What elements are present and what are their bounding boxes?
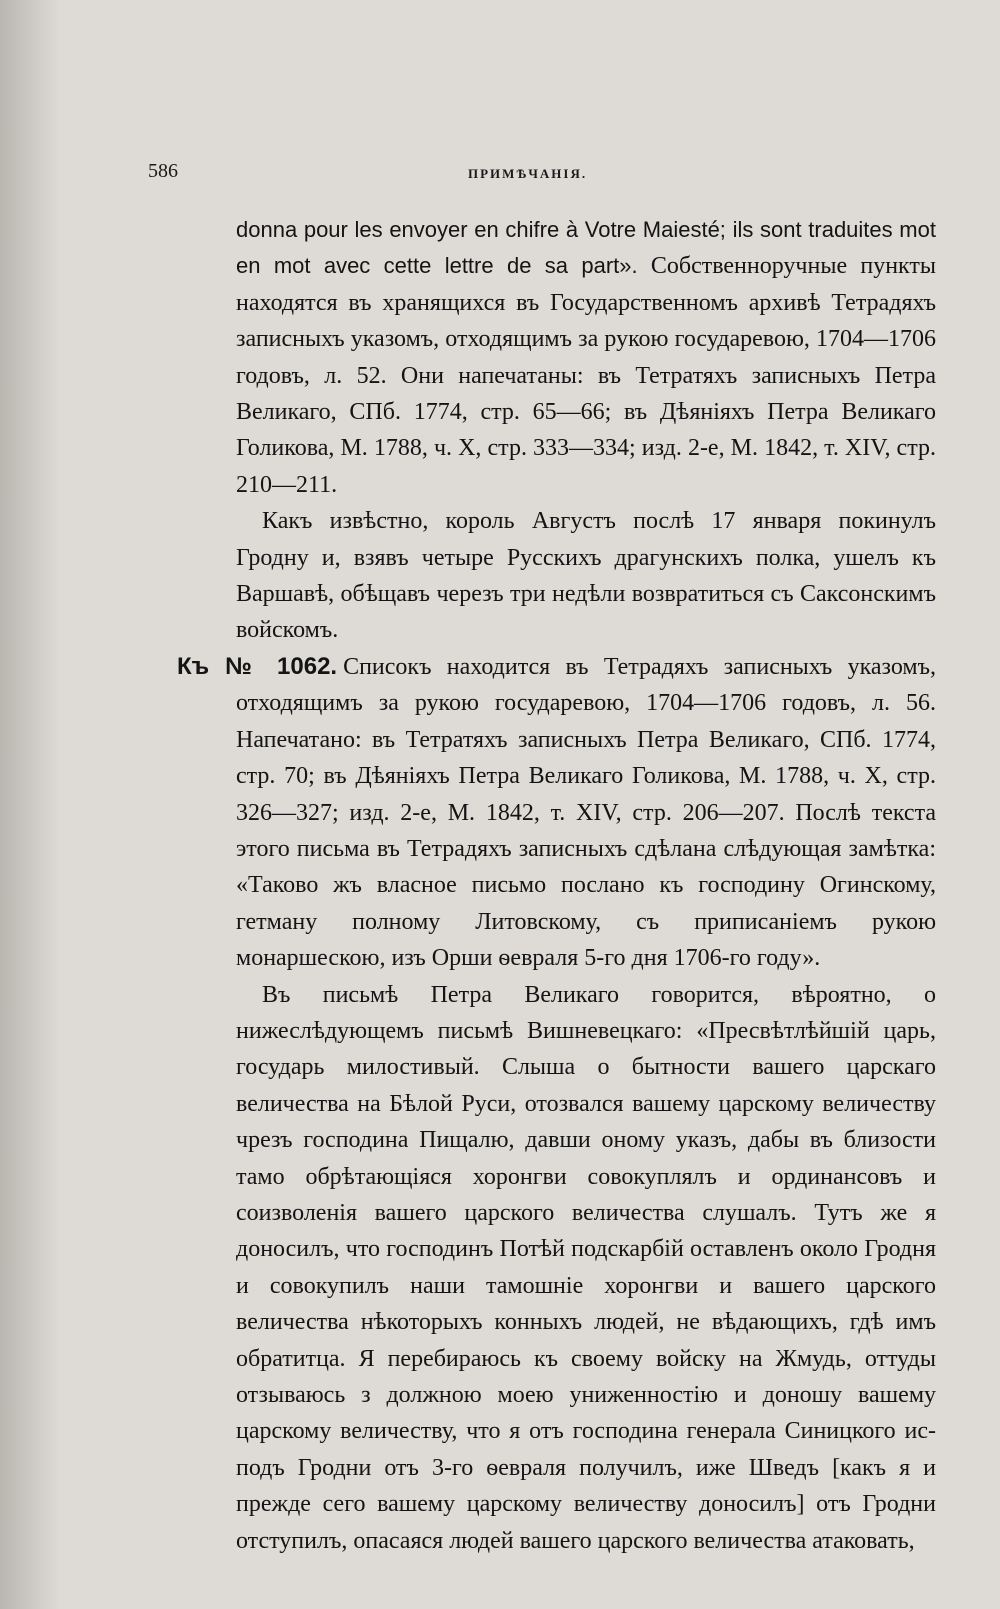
- latin-quote: donna pour les envoyer en chifre à Votre Maiesté; ils sont traduites mot en mot avec cette lettre de sa part».: [236, 217, 936, 279]
- page-number: 586: [148, 160, 178, 182]
- paragraph-continuation: [236, 212, 936, 503]
- note-text: Списокъ находится въ Тетрадяхъ записныхъ указомъ, отходящимъ за рукою государевою, 1704—1706 годовъ, л. 56. Напечатано: въ Тетратяхъ записныхъ Петра Великаго, СПб. 1774, стр. 70; въ Дѣяніяхъ Петра Великаго Голикова, М. 1788, ч. X, стр. 326—327; изд. 2-е, М. 1842, т. XIV, стр. 206—207. Послѣ текста этого письма въ Тетрадяхъ записныхъ сдѣлана слѣдующая замѣтка: «Таково жъ власное письмо послано къ господину Огинскому, гетману полному Литовскому, съ приписаніемъ рукою монаршескою, изъ Орши ѳевраля 5-го дня 1706-го году».: [236, 653, 936, 972]
- paragraph-text: Собственноручные пункты находятся въ хранящихся въ Государственномъ архивѣ Тетрадяхъ записныхъ указомъ, отходящимъ за рукою государевою, 1704—1706 годовъ, л. 52. Они напечатаны: въ Тетратяхъ записныхъ Петра Великаго, СПб. 1774, стр. 65—66; въ Дѣяніяхъ Петра Великаго Голикова, М. 1788, ч. X, стр. 333—334; изд. 2-е, М. 1842, т. XIV, стр. 210—211.: [236, 253, 936, 498]
- paragraph-letter: Въ письмѣ Петра Великаго говорится, вѣроятно, о нижеслѣдующемъ письмѣ Вишневецкаго: «Пресвѣтлѣйшій царь, государь милостивый. Слыша о бытности вашего царскаго величества на Бѣлой Руси, отозвался вашему царскому величеству чрезъ господина Пищалю, давши оному указъ, дабы въ близости тамо обрѣтающіяся хоронгви совокуплялъ и ординансовъ и соизволенія вашего царского величества слушалъ. Тутъ же я доносилъ, что господинъ Потѣй подскарбій оставленъ около Гродня и совокупилъ наши тамошніе хоронгви и вашего царского величества нѣкоторыхъ конныхъ людей, не вѣдающихъ, гдѣ имъ обратитца. Я перебираюсь къ своему войску на Жмудь, оттуды отзываюсь з должною моею униженностію и доношу вашему царскому величеству, что я отъ господина генерала Синицкого ис-подъ Гродни отъ 3-го ѳевраля получилъ, иже Шведъ [какъ я и прежде сего вашему царскому величеству доносилъ] отъ Гродни отступилъ, опасаяся людей вашего царского величества атаковать,: [236, 981, 936, 1554]
- body-text: [177, 212, 936, 1559]
- paragraph-august: Какъ извѣстно, король Августъ послѣ 17 января покинулъ Гродну и, взявъ четыре Русскихъ драгунскихъ полка, ушелъ къ Варшавѣ, обѣщавъ черезъ три недѣли возвратиться съ Саксонскимъ войскомъ.: [236, 508, 936, 644]
- note-reference: Къ № 1062.: [177, 652, 338, 680]
- running-head: ПРИМѢЧАНІЯ.: [468, 166, 588, 181]
- note-1062: [177, 649, 936, 977]
